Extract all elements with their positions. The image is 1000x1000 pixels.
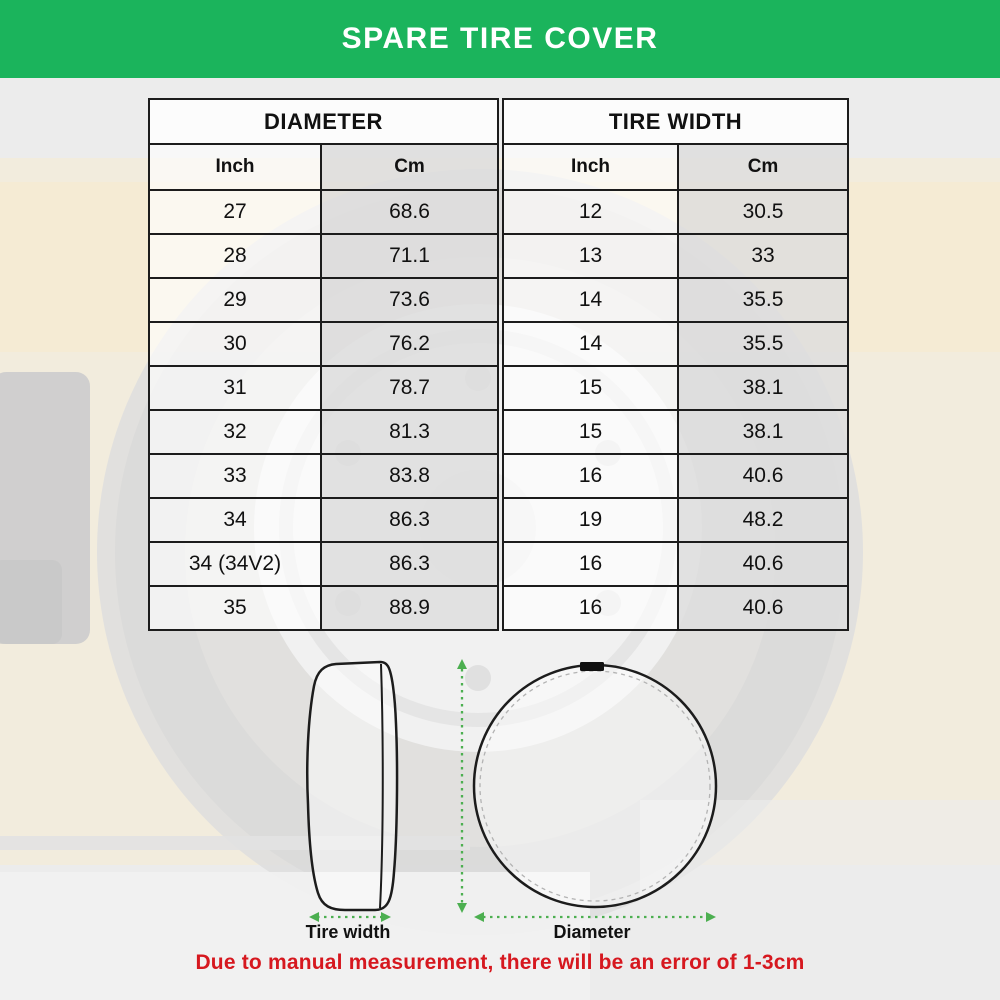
table-cell: 35.5: [677, 277, 847, 321]
table-cell: 28: [150, 233, 320, 277]
diameter-group-header: DIAMETER: [150, 100, 497, 145]
table-cell: 40.6: [677, 585, 847, 629]
table-cell: 13: [504, 233, 677, 277]
table-cell: 86.3: [320, 541, 497, 585]
table-cell: 14: [504, 277, 677, 321]
diameter-table: [148, 98, 499, 631]
table-cell: 40.6: [677, 541, 847, 585]
table-cell: 32: [150, 409, 320, 453]
diameter-label: Diameter: [553, 922, 631, 942]
tire-width-table-body: [504, 145, 847, 629]
tire-width-label: Tire width: [305, 922, 391, 942]
table-cell: 35.5: [677, 321, 847, 365]
table-cell: 78.7: [320, 365, 497, 409]
table-cell: 88.9: [320, 585, 497, 629]
table-cell: 86.3: [320, 497, 497, 541]
table-cell: 16: [504, 541, 677, 585]
table-cell: 31: [150, 365, 320, 409]
table-cell: 19: [504, 497, 677, 541]
title-banner: [0, 0, 1000, 78]
table-cell: 16: [504, 453, 677, 497]
table-cell: 30: [150, 321, 320, 365]
table-cell: 40.6: [677, 453, 847, 497]
table-cell: 12: [504, 189, 677, 233]
table-cell: 35: [150, 585, 320, 629]
table-cell: 38.1: [677, 409, 847, 453]
tire-width-table: [502, 98, 849, 631]
column-header: Inch: [150, 145, 320, 189]
tire-width-group-header: TIRE WIDTH: [504, 100, 847, 145]
size-table: [148, 98, 849, 631]
disclaimer-text: Due to manual measurement, there will be an error of 1-3cm: [195, 951, 805, 974]
table-cell: 14: [504, 321, 677, 365]
table-cell: 83.8: [320, 453, 497, 497]
column-header: Cm: [677, 145, 847, 189]
vehicle-taillight: [0, 372, 90, 644]
table-cell: 34: [150, 497, 320, 541]
table-cell: 33: [150, 453, 320, 497]
table-cell: 48.2: [677, 497, 847, 541]
table-cell: 76.2: [320, 321, 497, 365]
table-cell: 73.6: [320, 277, 497, 321]
column-header: Cm: [320, 145, 497, 189]
diameter-table-body: [150, 145, 497, 629]
table-cell: 27: [150, 189, 320, 233]
column-header: Inch: [504, 145, 677, 189]
table-cell: 16: [504, 585, 677, 629]
table-cell: 81.3: [320, 409, 497, 453]
table-cell: 30.5: [677, 189, 847, 233]
table-cell: 71.1: [320, 233, 497, 277]
table-cell: 29: [150, 277, 320, 321]
table-cell: 34 (34V2): [150, 541, 320, 585]
table-cell: 68.6: [320, 189, 497, 233]
table-cell: 15: [504, 365, 677, 409]
page-title: SPARE TIRE COVER: [341, 22, 659, 55]
table-cell: 33: [677, 233, 847, 277]
table-cell: 38.1: [677, 365, 847, 409]
table-cell: 15: [504, 409, 677, 453]
